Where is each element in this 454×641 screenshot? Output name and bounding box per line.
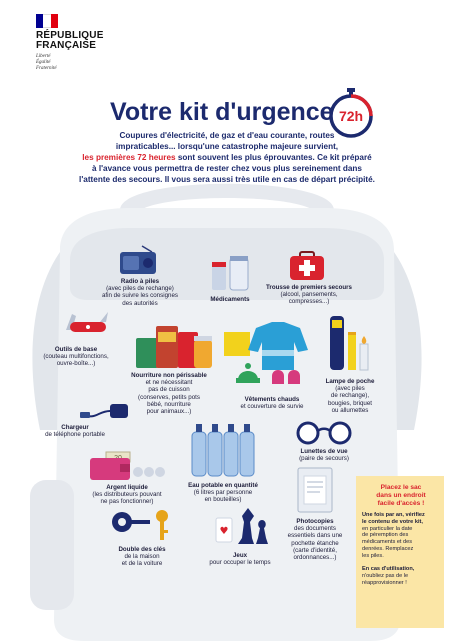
nourriture-l5: pour animaux...)	[146, 408, 192, 416]
item-photocopies	[282, 518, 348, 561]
intro-line4: à l'avance vous permettra de rester chez vous plus sereinement dans	[92, 164, 362, 173]
note-refill	[362, 566, 440, 586]
note-c3: réapprovisionner !	[362, 579, 407, 586]
item-eau	[180, 482, 266, 504]
games-chess-cards-icon	[214, 504, 270, 548]
radio-icon	[118, 244, 158, 276]
logo-name-line2: FRANÇAISE	[36, 40, 97, 51]
outils-title: Outils de base	[54, 346, 98, 353]
item-jeux	[200, 552, 280, 566]
svg-text:♥: ♥	[219, 526, 229, 537]
chargeur-title: Chargeur	[61, 424, 89, 431]
intro-line3-rest: sont souvent les plus éprouvantes. Ce kit préparé	[175, 153, 372, 162]
intro-paragraph	[60, 130, 394, 185]
note-title-2: dans un endroit	[376, 491, 426, 499]
note-c1: En cas d'utilisation,	[362, 566, 415, 572]
eau-title: Eau potable en quantité	[188, 482, 258, 489]
item-medicaments	[196, 296, 264, 303]
vetements-l1: et couverture de survie	[240, 403, 304, 411]
cash-wallet-icon	[86, 448, 166, 482]
note-title-3: facile d'accès !	[377, 499, 425, 507]
note-body	[362, 512, 440, 560]
lampe-title: Lampe de poche	[325, 378, 375, 385]
note-b4: de péremption des	[362, 532, 409, 539]
logo-motto	[36, 54, 57, 72]
glasses-icon	[292, 420, 356, 446]
note-b1: Une fois par an, vérifiez	[362, 512, 425, 518]
note-b7: les piles.	[362, 552, 384, 559]
outils-l2: ouvre-boîte...)	[56, 360, 96, 368]
photocopies-l5: ordonnances...)	[293, 554, 337, 562]
lampe-l1: (avec piles	[335, 385, 365, 393]
french-flag-logo	[36, 14, 58, 28]
trousse-l1: (alcool, pansements,	[280, 291, 338, 299]
intro-line1: Coupures d'électricité, de gaz et d'eau courante, routes	[119, 131, 335, 140]
nourriture-l2: pas de cuisson	[148, 386, 190, 394]
argent-l1: (les distributeurs pouvant	[92, 491, 162, 499]
item-chargeur	[30, 424, 120, 438]
cles-l1: de la maison	[124, 553, 160, 561]
item-trousse	[264, 284, 354, 306]
outils-l1: (couteau multifonctions,	[43, 353, 109, 361]
jeux-title: Jeux	[232, 552, 248, 559]
nourriture-l3: (conserves, petits pots	[138, 393, 200, 401]
photocopies-l1: des documents	[294, 525, 336, 533]
eau-l1: (6 litres par personne	[193, 489, 253, 497]
trousse-title: Trousse de premiers secours	[266, 284, 352, 291]
item-cles	[110, 546, 174, 568]
multitool-knife-icon	[62, 308, 110, 336]
intro-line3	[60, 152, 394, 163]
item-outils	[36, 346, 116, 368]
photocopies-l2: essentiels dans une	[287, 532, 343, 540]
lunettes-l1: (paire de secours)	[299, 455, 349, 463]
lampe-l4: ou allumettes	[331, 406, 369, 414]
radio-title: Radio à piles	[120, 278, 160, 285]
note-b5: médicaments et des	[362, 539, 413, 546]
note-b6: denrées. Remplacez	[362, 545, 414, 552]
note-b3: en particulier la date	[362, 525, 413, 532]
item-lampe	[316, 378, 384, 414]
motto-egalite: Égalité	[36, 60, 51, 65]
radio-l2: afin de suivre les consignes	[101, 292, 178, 300]
photocopies-l3: pochette étanche	[291, 539, 339, 547]
trousse-l2: compresses...)	[288, 298, 330, 306]
nourriture-title: Nourriture non périssable	[131, 372, 207, 379]
intro-line5: l'attente des secours. Il vous sera aussi très utile en cas de départ précipité.	[79, 175, 375, 184]
radio-l1: (avec piles de rechange)	[106, 285, 174, 293]
motto-fraternite: Fraternité	[36, 66, 57, 71]
chargeur-l1: de téléphone portable	[45, 431, 105, 439]
note-title	[362, 484, 440, 507]
item-lunettes	[288, 448, 360, 462]
vetements-title: Vêtements chauds	[244, 396, 300, 403]
radio-l3: des autorités	[122, 299, 158, 307]
logo-name-line1: RÉPUBLIQUE	[36, 30, 104, 41]
note-c2: n'oubliez pas de le	[362, 572, 409, 579]
lunettes-title: Lunettes de vue	[300, 448, 348, 455]
item-argent	[82, 484, 172, 506]
argent-title: Argent liquide	[106, 484, 148, 491]
page-title: Votre kit d'urgence	[110, 98, 334, 126]
first-aid-kit-icon	[288, 250, 326, 282]
medicaments-title: Médicaments	[210, 296, 250, 303]
stopwatch-badge-text: 72h	[338, 108, 364, 124]
item-radio	[98, 278, 182, 307]
photocopies-title: Photocopies	[296, 518, 334, 525]
lampe-l3: bougies, briquet	[327, 399, 373, 407]
lampe-l2: de rechange),	[330, 392, 370, 400]
water-bottles-icon	[190, 420, 256, 478]
canned-food-icon	[134, 318, 214, 370]
nourriture-l4: bébé, nourriture	[147, 400, 191, 408]
nourriture-l1: et ne nécessitant	[145, 379, 193, 387]
intro-highlight: les premières 72 heures	[82, 153, 176, 162]
keys-icon	[108, 506, 172, 542]
intro-line2: impraticables... lorsqu'une catastrophe majeure survient,	[115, 142, 339, 151]
note-title-1: Placez le sac	[380, 484, 422, 491]
note-b2: le contenu de votre kit,	[362, 518, 423, 525]
jeux-l1: pour occuper le temps	[209, 559, 271, 567]
item-vetements	[232, 396, 312, 410]
warm-clothes-icon	[222, 320, 322, 392]
eau-l2: en bouteilles)	[204, 496, 242, 504]
republique-francaise-logo-text	[36, 31, 104, 51]
motto-liberte: Liberté	[36, 54, 51, 59]
medicine-bottles-icon	[208, 254, 252, 292]
document-pouch-icon	[296, 466, 334, 514]
cles-title: Double des clés	[118, 546, 166, 553]
item-nourriture	[126, 372, 212, 415]
photocopies-l4: (carte d'identité,	[293, 546, 337, 554]
argent-l2: ne pas fonctionner)	[100, 498, 154, 506]
cles-l2: et de la voiture	[121, 560, 163, 568]
flashlight-candles-icon	[326, 314, 374, 374]
phone-charger-icon	[76, 400, 132, 422]
